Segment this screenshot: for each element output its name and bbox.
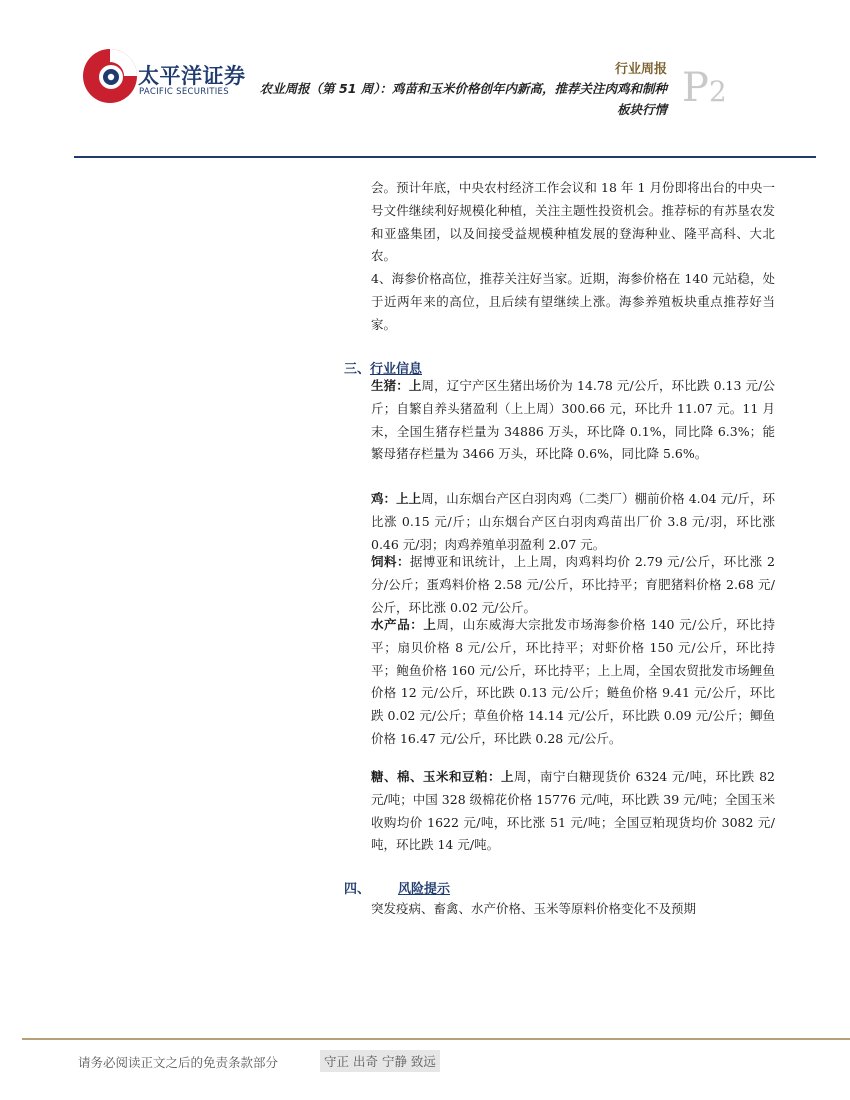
feed-text: 据博亚和讯统计，上上周，肉鸡料均价 2.79 元/公斤，环比涨 2 分/公斤；蛋鸡料价格 2.58 元/公斤，环比持平；育肥猪料价格 2.68 元/公斤，环比涨 0.02 元/公斤。 [371, 554, 775, 615]
industry-info-pig [371, 375, 775, 466]
section-3-number: 三、 [344, 362, 371, 377]
commodities-text: 周，南宁白糖现货价 6324 元/吨，环比跌 82 元/吨；中国 328 级棉花价格 15776 元/吨，环比跌 39 元/吨；全国玉米收购均价 1622 元/吨，环比涨 51 元/吨；全国豆粕现货均价 3082 元/吨，环比跌 14 元/吨。 [371, 769, 775, 853]
header-divider [74, 156, 816, 158]
section-4-number: 四、 [344, 882, 371, 897]
footer-disclaimer: 请务必阅读正文之后的免责条款部分 [78, 1055, 279, 1070]
page-number [682, 65, 727, 111]
report-type: 行业周报 [614, 62, 667, 77]
industry-info-aquatic [371, 614, 775, 751]
industry-info-chicken [371, 488, 775, 556]
industry-info-feed [371, 551, 775, 619]
brand-name-cn: 太平洋证券 [138, 64, 246, 88]
section-4-heading [344, 878, 450, 897]
brand-name-en: PACIFIC SECURITIES [139, 87, 229, 97]
chicken-label: 鸡：上上 [371, 491, 422, 506]
risk-warning-text: 突发疫病、畜禽、水产价格、玉米等原料价格变化不及预期 [371, 901, 697, 916]
feed-label: 饲料： [371, 554, 410, 569]
pacific-securities-logo-icon [80, 46, 140, 106]
commodities-label: 糖、棉、玉米和豆粕：上 [371, 769, 515, 784]
industry-info-commodities [371, 766, 775, 857]
pig-label: 生猪：上 [371, 378, 422, 393]
report-title: 农业周报（第 51 周）：鸡苗和玉米价格创年内新高，推荐关注肉鸡和制种板块行情 [259, 81, 667, 117]
intro-paragraph-2: 4、海参价格高位，推荐关注好当家。近期，海参价格在 140 元站稳，处于近两年来的高位，且后续有望继续上涨。海参养殖板块重点推荐好当家。 [371, 271, 775, 332]
chicken-text: 周，山东烟台产区白羽肉鸡（二类厂）棚前价格 4.04 元/斤，环比涨 0.15 元/斤；山东烟台产区白羽肉鸡苗出厂价 3.8 元/羽，环比涨 0.46 元/羽；肉鸡养殖单羽盈利 2.07 元。 [371, 491, 775, 552]
page-number-digit: 2 [708, 75, 727, 108]
footer-divider [22, 1038, 850, 1040]
section-4-title: 风险提示 [398, 882, 451, 897]
pig-text: 周，辽宁产区生猪出场价为 14.78 元/公斤，环比跌 0.13 元/公斤；自繁自养头猪盈利（上上周）300.66 元，环比升 11.07 元。11 月末，全国生猪存栏量为 34886 万头，环比降 0.1%，同比降 6.3%；能繁母猪存栏量为 3466 万头，环比降 0.6%，同比降 5.6%。 [371, 378, 775, 462]
intro-paragraph-1: 会。预计年底，中央农村经济工作会议和 18 年 1 月份即将出台的中央一号文件继续利好规模化种植，关注主题性投资机会。推荐标的有苏垦农发和亚盛集团，以及间接受益规模种植发展的登海种业、隆平高科、大北农。 [371, 180, 775, 264]
aquatic-label: 水产品：上 [371, 617, 437, 632]
footer-motto: 守正 出奇 宁静 致远 [320, 1050, 440, 1072]
section-3-title: 行业信息 [370, 362, 423, 377]
aquatic-text: 周，山东威海大宗批发市场海参价格 140 元/公斤，环比持平；扇贝价格 8 元/公斤，环比持平；对虾价格 150 元/公斤，环比持平；鲍鱼价格 160 元/公斤，环比持平；上上周，全国农贸批发市场鲤鱼价格 12 元/公斤，环比跌 0.13 元/公斤；鲢鱼价格 9.41 元/公斤，环比跌 0.02 元/公斤；草鱼价格 14.14 元/公斤，环比跌 0.09 元/公斤；鲫鱼价格 16.47 元/公斤，环比跌 0.28 元/公斤。 [371, 617, 775, 746]
page-number-letter: P [682, 65, 709, 111]
